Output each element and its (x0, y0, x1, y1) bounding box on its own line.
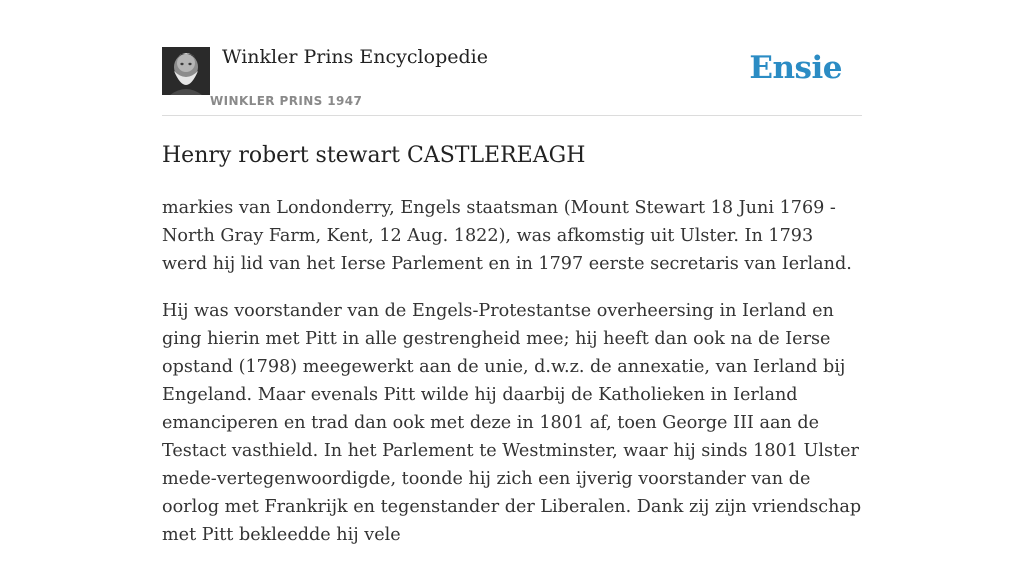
site-subtitle: WINKLER PRINS 1947 (210, 94, 363, 108)
site-header (162, 0, 862, 116)
article-paragraph: markies van Londonderry, Engels staatsman (Mount Stewart 18 Juni 1769 - North Gray Farm, Kent, 12 Aug. 1822), was afkomstig uit Ulster. In 1793 werd hij lid van het Ierse Parlement en in 1797 eerste secretaris van Ierland. (162, 198, 852, 274)
ensie-logo[interactable]: Ensie (749, 50, 842, 86)
avatar[interactable] (162, 47, 210, 95)
bearded-man-portrait-icon (162, 47, 210, 95)
article-paragraph: Hij was voorstander van de Engels-Protestantse overheersing in Ierland en ging hierin met Pitt in alle gestrengheid mee; hij heeft dan ook na de Ierse opstand (1798) meegewerkt aan de unie, d.w.z. de annexatie, van Ierland bij Engeland. Maar evenals Pitt wilde hij daarbij de Katholieken in Ierland emanciperen en trad dan ook met deze in 1801 af, toen George III aan de Testact vasthield. In het Parlement te Westminster, waar hij sinds 1801 Ulster mede-vertegenwoordigde, toonde hij zich een ijverig voorstander van de oorlog met Frankrijk en tegenstander der Liberalen. Dank zij zijn vriendschap met Pitt bekleedde hij vele (162, 301, 862, 545)
site-title[interactable]: Winkler Prins Encyclopedie (222, 46, 488, 68)
content-container (162, 0, 862, 568)
article-title: Henry robert stewart CASTLEREAGH (162, 143, 586, 168)
article-body (162, 194, 862, 549)
